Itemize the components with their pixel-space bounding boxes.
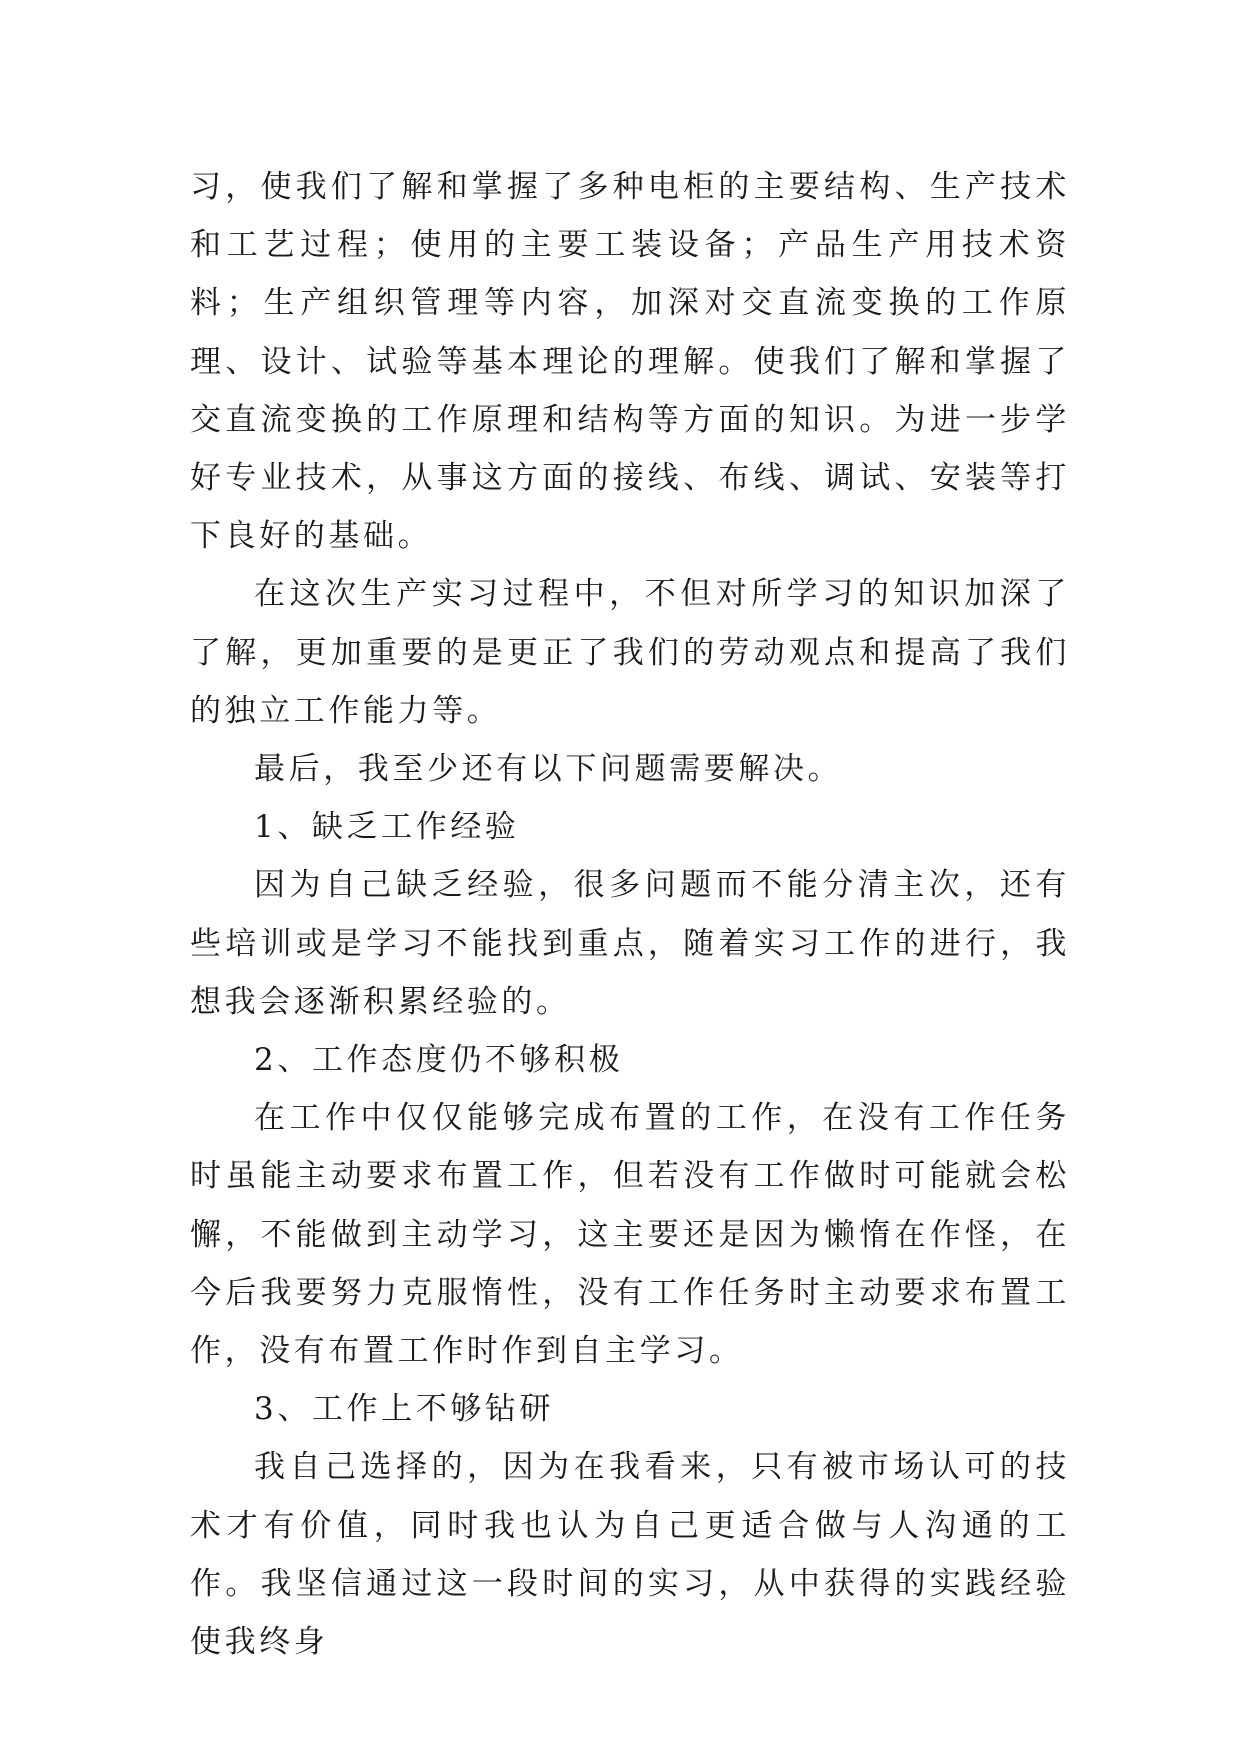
- paragraph-6: 我自己选择的，因为在我看来，只有被市场认可的技术才有价值，同时我也认为自己更适合做与人沟通的工作。我坚信通过这一段时间的实习，从中获得的实践经验使我终身: [190, 1449, 1070, 1661]
- paragraph-5: 在工作中仅仅能够完成布置的工作，在没有工作任务时虽能主动要求布置工作，但若没有工作做时可能就会松懈，不能做到主动学习，这主要还是因为懒惰在作怪，在今后我要努力克服惰性，没有工作任务时主动要求布置工作，没有布置工作时作到自主学习。: [190, 1100, 1070, 1370]
- body-text: [190, 158, 1070, 1671]
- heading-item-3: 3、工作上不够钻研: [254, 1391, 555, 1428]
- heading-item-2: 2、工作态度仍不够积极: [254, 1042, 624, 1079]
- paragraph-2: 在这次生产实习过程中，不但对所学习的知识加深了了解，更加重要的是更正了我们的劳动观点和提高了我们的独立工作能力等。: [190, 576, 1070, 729]
- paragraph-3: 最后，我至少还有以下问题需要解决。: [254, 751, 843, 788]
- paragraph-4: 因为自己缺乏经验，很多问题而不能分清主次，还有些培训或是学习不能找到重点，随着实习工作的进行，我想我会逐渐积累经验的。: [190, 867, 1070, 1020]
- heading-item-1: 1、缺乏工作经验: [254, 809, 520, 846]
- paragraph-1: 习，使我们了解和掌握了多种电柜的主要结构、生产技术和工艺过程；使用的主要工装设备；产品生产用技术资料；生产组织管理等内容，加深对交直流变换的工作原理、设计、试验等基本理论的理解。使我们了解和掌握了交直流变换的工作原理和结构等方面的知识。为进一步学好专业技术，从事这方面的接线、布线、调试、安装等打下良好的基础。: [190, 169, 1070, 555]
